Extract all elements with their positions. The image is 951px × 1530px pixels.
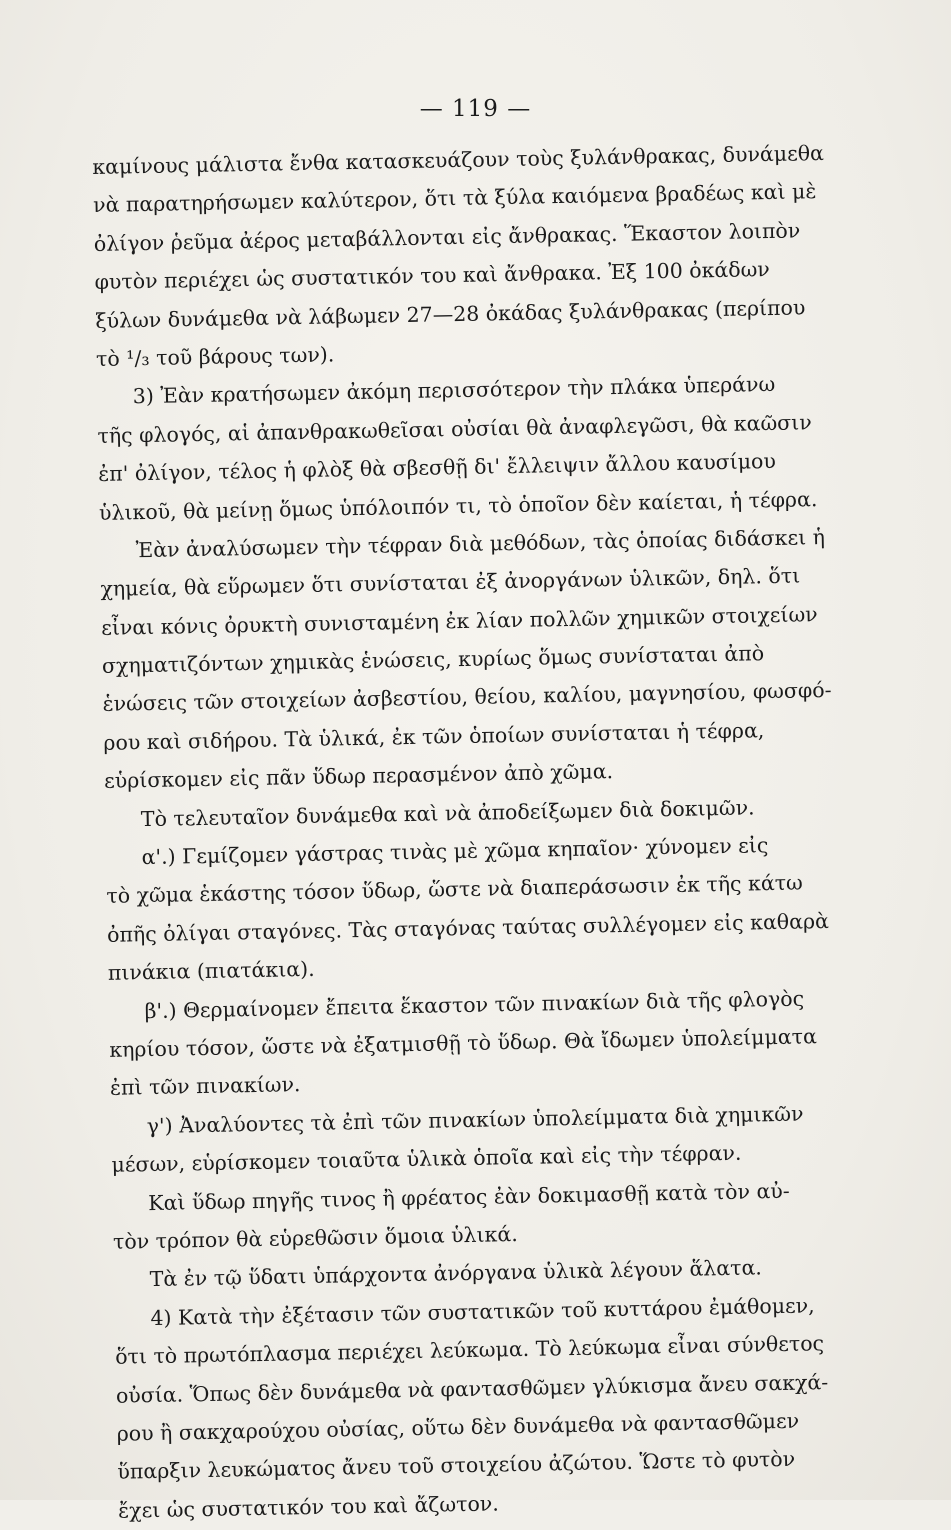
- text-line: ὕπαρξιν λευκώματος ἄνευ τοῦ στοιχείου ἀζώτου. Ὥστε τὸ φυτὸν: [117, 1447, 796, 1485]
- text-line: φυτὸν περιέχει ὡς συστατικόν του καὶ ἄνθρακα. Ἐξ 100 ὀκάδων: [94, 257, 770, 295]
- text-line: Καὶ ὕδωρ πηγῆς τινος ἢ φρέατος ἐὰν δοκιμασθῇ κατὰ τὸν αὐ-: [148, 1178, 790, 1215]
- text-line: ἐπ' ὀλίγον, τέλος ἡ φλὸξ θὰ σβεσθῇ δι' ἔλλειψιν ἄλλου καυσίμου: [98, 449, 777, 487]
- text-line: εὑρίσκομεν εἰς πᾶν ὕδωρ περασμένον ἀπὸ χῶμα.: [103, 759, 614, 794]
- text-line: σχηματιζόντων χημικὰς ἑνώσεις, κυρίως ὅμως συνίσταται ἀπὸ: [101, 641, 765, 678]
- text-line: οὐσία. Ὅπως δὲν δυνάμεθα νὰ φαντασθῶμεν γλύκισμα ἄνευ σακχά-: [115, 1369, 829, 1408]
- text-line: Τὰ ἐν τῷ ὕδατι ὑπάρχοντα ἀνόργανα ὑλικὰ λέγουν ἅλατα.: [149, 1255, 763, 1292]
- text-line: ρου ἢ σακχαρούχου οὐσίας, οὕτω δὲν δυνάμεθα νὰ φαντασθῶμεν: [116, 1408, 800, 1446]
- text-line: ἐπὶ τῶν πινακίων.: [109, 1072, 301, 1101]
- text-line: καμίνους μάλιστα ἔνθα κατασκευάζουν τοὺς ξυλάνθρακας, δυνάμεθα: [92, 140, 825, 179]
- text-line: α'.) Γεμίζομεν γάστρας τινὰς μὲ χῶμα κηπαῖον· χύνομεν εἰς: [141, 833, 769, 870]
- text-line: ἔχει ὡς συστατικόν του καὶ ἄζωτον.: [117, 1491, 499, 1523]
- text-line: χημεία, θὰ εὕρωμεν ὅτι συνίσταται ἐξ ἀνοργάνων ὑλικῶν, δηλ. ὅτι: [100, 563, 801, 602]
- text-line: νὰ παρατηρήσωμεν καλύτερον, ὅτι τὰ ξύλα καιόμενα βραδέως καὶ μὲ: [92, 179, 817, 218]
- text-line: πινάκια (πιατάκια).: [107, 957, 315, 986]
- text-line: Ἐὰν ἀναλύσωμεν τὴν τέφραν διὰ μεθόδων, τὰς ὁποίας διδάσκει ἡ: [135, 524, 826, 563]
- text-line: ὅτι τὸ πρωτόπλασμα περιέχει λεύκωμα. Τὸ λεύκωμα εἶναι σύνθετος: [114, 1331, 825, 1369]
- text-line: ἑνώσεις τῶν στοιχείων ἀσβεστίου, θείου, καλίου, μαγνησίου, φωσφό-: [102, 678, 832, 717]
- text-line: ὑλικοῦ, θὰ μείνῃ ὅμως ὑπόλοιπόν τι, τὸ ὁποῖον δὲν καίεται, ἡ τέφρα.: [98, 486, 818, 525]
- text-line: τὸ χῶμα ἑκάστης τόσον ὕδωρ, ὥστε νὰ διαπεράσωσιν ἐκ τῆς κάτω: [106, 870, 803, 909]
- text-line: 3) Ἐὰν κρατήσωμεν ἀκόμη περισσότερον τὴν πλάκα ὑπεράνω: [132, 372, 776, 409]
- text-line: ὀπῆς ὀλίγαι σταγόνες. Τὰς σταγόνας ταύτας συλλέγομεν εἰς καθαρὰ: [106, 908, 830, 947]
- text-line: γ') Ἀναλύοντες τὰ ἐπὶ τῶν πινακίων ὑπολείμματα διὰ χημικῶν: [146, 1101, 804, 1138]
- body-text: [92, 133, 878, 1529]
- page-number: — 119 —: [419, 96, 532, 122]
- text-line: μέσων, εὑρίσκομεν τοιαῦτα ὑλικὰ ὁποῖα καὶ εἰς τὴν τέφραν.: [111, 1140, 742, 1177]
- text-line: τὸ ¹/₃ τοῦ βάρους των).: [95, 342, 335, 371]
- text-line: τὸν τρόπον θὰ εὑρεθῶσιν ὅμοια ὑλικά.: [112, 1221, 518, 1254]
- text-line: εἶναι κόνις ὀρυκτὴ συνισταμένη ἐκ λίαν πολλῶν χημικῶν στοιχείων: [100, 601, 818, 640]
- text-line: τῆς φλογός, αἱ ἀπανθρακωθεῖσαι οὐσίαι θὰ ἀναφλεγῶσι, θὰ καῶσιν: [97, 409, 812, 448]
- text-line: ὀλίγον ῥεῦμα ἀέρος μεταβάλλονται εἰς ἄνθρακας. Ἕκαστον λοιπὸν: [93, 218, 801, 256]
- text-line: κηρίου τόσον, ὥστε νὰ ἐξατμισθῇ τὸ ὕδωρ. Θὰ ἴδωμεν ὑπολείμματα: [109, 1024, 818, 1062]
- text-line: Τὸ τελευταῖον δυνάμεθα καὶ νὰ ἀποδείξωμεν διὰ δοκιμῶν.: [140, 795, 755, 831]
- text-line: β'.) Θερμαίνομεν ἔπειτα ἕκαστον τῶν πινακίων διὰ τῆς φλογὸς: [144, 986, 805, 1023]
- text-line: ρου καὶ σιδήρου. Τὰ ὑλικά, ἐκ τῶν ὁποίων συνίσταται ἡ τέφρα,: [103, 718, 765, 755]
- text-line: 4) Κατὰ τὴν ἐξέτασιν τῶν συστατικῶν τοῦ κυττάρου ἐμάθομεν,: [150, 1293, 815, 1330]
- text-line: ξύλων δυνάμεθα νὰ λάβωμεν 27—28 ὀκάδας ξυλάνθρακας (περίπου: [95, 294, 806, 333]
